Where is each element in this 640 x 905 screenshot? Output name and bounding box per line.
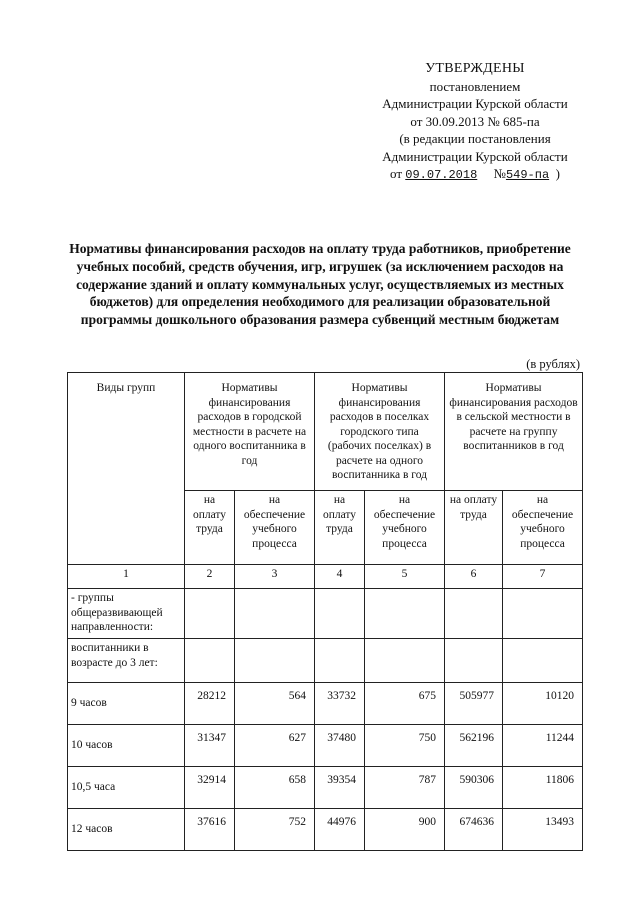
cell-value: 658 bbox=[235, 767, 315, 809]
cell-value: 562196 bbox=[445, 725, 503, 767]
column-number: 6 bbox=[445, 565, 503, 589]
section-label: - группы общеразвивающей направленности: bbox=[68, 589, 185, 639]
revision-date-line bbox=[340, 165, 610, 185]
subheader-labor-rural: на оплату труда bbox=[445, 491, 503, 565]
cell-value: 44976 bbox=[315, 809, 365, 851]
column-number: 4 bbox=[315, 565, 365, 589]
norms-table bbox=[67, 372, 583, 851]
approval-line-3: от 30.09.2013 № 685-па bbox=[410, 113, 540, 129]
cell-value: 10120 bbox=[503, 683, 583, 725]
column-number-row bbox=[68, 565, 583, 589]
approval-stamp bbox=[340, 60, 610, 185]
column-number: 2 bbox=[185, 565, 235, 589]
number-prefix: № bbox=[493, 166, 506, 181]
cell-value: 787 bbox=[365, 767, 445, 809]
cell-value: 13493 bbox=[503, 809, 583, 851]
approval-line-5: Администрации Курской области bbox=[382, 148, 568, 164]
subsection-label: воспитанники в возрасте до 3 лет: bbox=[68, 639, 185, 683]
section-row bbox=[68, 589, 583, 639]
approval-line-2: Администрации Курской области bbox=[382, 96, 568, 111]
approval-line-1: постановлением bbox=[429, 78, 521, 94]
cell-value: 900 bbox=[365, 809, 445, 851]
subheader-process-township: на обеспечение учебного процесса bbox=[365, 491, 445, 565]
subheader-process-rural: на обеспечение учебного процесса bbox=[503, 491, 583, 565]
table-row bbox=[68, 767, 583, 809]
header-rural: Нормативы финансирования расходов в сельской местности в расчете на группу воспитанников в год bbox=[445, 373, 583, 491]
row-label: 9 часов bbox=[68, 683, 185, 725]
header-urban: Нормативы финансирования расходов в городской местности в расчете на одного воспитанника в год bbox=[185, 373, 315, 491]
cell-value: 750 bbox=[365, 725, 445, 767]
revision-date: 09.07.2018 bbox=[405, 168, 478, 182]
cell-value: 31347 bbox=[185, 725, 235, 767]
cell-value: 675 bbox=[365, 683, 445, 725]
subheader-labor-urban: на оплату труда bbox=[185, 491, 235, 565]
subheader-labor-township: на оплату труда bbox=[315, 491, 365, 565]
cell-value: 39354 bbox=[315, 767, 365, 809]
header-row bbox=[68, 373, 583, 491]
cell-value: 33732 bbox=[315, 683, 365, 725]
header-townships: Нормативы финансирования расходов в поселках городского типа (рабочих поселках) в расчете на одного воспитанника в год bbox=[315, 373, 445, 491]
table-row bbox=[68, 809, 583, 851]
closing-paren: ) bbox=[555, 166, 560, 181]
cell-value: 564 bbox=[235, 683, 315, 725]
table-row bbox=[68, 725, 583, 767]
approval-line-4: (в редакции постановления bbox=[399, 131, 551, 146]
cell-value: 37616 bbox=[185, 809, 235, 851]
unit-note: (в рублях) bbox=[526, 357, 580, 371]
row-label: 10,5 часа bbox=[68, 767, 185, 809]
document-title: Нормативы финансирования расходов на оплату труда работников, приобретение учебных пособий, средств обучения, игр, игрушек (за исключением расходов на содержание зданий и оплату коммунальных услуг, осуществляемых из местных бюджетов) для определения необходимого для реализации образовательной программы дошкольного образования размера субвенций местным бюджетам bbox=[69, 241, 571, 328]
cell-value: 11244 bbox=[503, 725, 583, 767]
cell-value: 627 bbox=[235, 725, 315, 767]
column-number: 1 bbox=[68, 565, 185, 589]
revision-number: 549-па bbox=[505, 168, 550, 182]
subsection-row bbox=[68, 639, 583, 683]
cell-value: 32914 bbox=[185, 767, 235, 809]
cell-value: 505977 bbox=[445, 683, 503, 725]
date-prefix: от bbox=[390, 166, 403, 181]
cell-value: 11806 bbox=[503, 767, 583, 809]
cell-value: 752 bbox=[235, 809, 315, 851]
cell-value: 590306 bbox=[445, 767, 503, 809]
subheader-process-urban: на обеспечение учебного процесса bbox=[235, 491, 315, 565]
approval-heading: УТВЕРЖДЕНЫ bbox=[425, 61, 525, 76]
column-number: 5 bbox=[365, 565, 445, 589]
table-row bbox=[68, 683, 583, 725]
column-number: 7 bbox=[503, 565, 583, 589]
column-number: 3 bbox=[235, 565, 315, 589]
cell-value: 37480 bbox=[315, 725, 365, 767]
cell-value: 28212 bbox=[185, 683, 235, 725]
col-group-label: Виды групп bbox=[68, 373, 185, 565]
row-label: 12 часов bbox=[68, 809, 185, 851]
cell-value: 674636 bbox=[445, 809, 503, 851]
row-label: 10 часов bbox=[68, 725, 185, 767]
